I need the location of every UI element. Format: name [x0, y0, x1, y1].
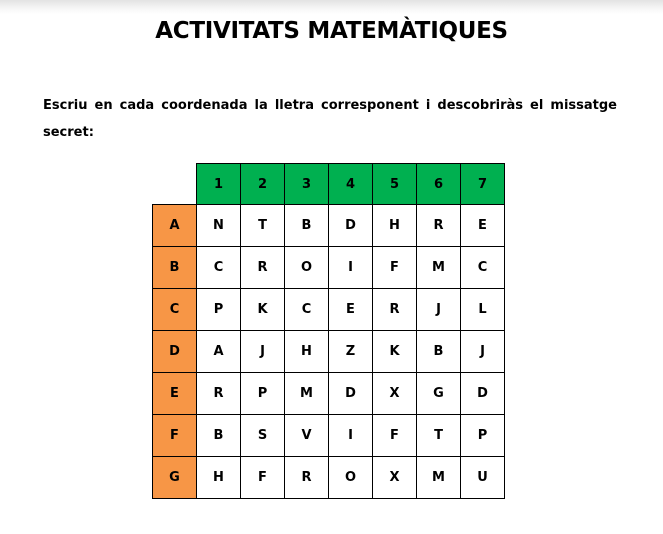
grid-cell-B2: R [241, 247, 285, 289]
row-header-G: G [153, 457, 197, 499]
grid-row-G [153, 457, 505, 499]
grid-cell-G2: F [241, 457, 285, 499]
grid-cell-C2: K [241, 289, 285, 331]
grid-cell-F1: B [197, 415, 241, 457]
grid-cell-E2: P [241, 373, 285, 415]
column-header-4: 4 [329, 164, 373, 205]
grid-row-B [153, 247, 505, 289]
grid-cell-D6: B [417, 331, 461, 373]
column-header-7: 7 [461, 164, 505, 205]
column-header-6: 6 [417, 164, 461, 205]
grid-cell-E6: G [417, 373, 461, 415]
coordinate-grid [152, 163, 505, 499]
grid-cell-G3: R [285, 457, 329, 499]
grid-cell-F7: P [461, 415, 505, 457]
grid-cell-A7: E [461, 205, 505, 247]
grid-row-E [153, 373, 505, 415]
grid-row-D [153, 331, 505, 373]
grid-cell-D1: A [197, 331, 241, 373]
row-header-A: A [153, 205, 197, 247]
grid-cell-E1: R [197, 373, 241, 415]
grid-cell-B1: C [197, 247, 241, 289]
grid-cell-A6: R [417, 205, 461, 247]
grid-cell-E7: D [461, 373, 505, 415]
grid-row-A [153, 205, 505, 247]
row-header-D: D [153, 331, 197, 373]
grid-cell-B4: I [329, 247, 373, 289]
column-header-5: 5 [373, 164, 417, 205]
grid-cell-D7: J [461, 331, 505, 373]
grid-cell-C1: P [197, 289, 241, 331]
grid-cell-E3: M [285, 373, 329, 415]
grid-row-F [153, 415, 505, 457]
grid-cell-E4: D [329, 373, 373, 415]
grid-cell-G1: H [197, 457, 241, 499]
column-header-2: 2 [241, 164, 285, 205]
row-header-C: C [153, 289, 197, 331]
grid-cell-C6: J [417, 289, 461, 331]
grid-cell-G4: O [329, 457, 373, 499]
row-header-E: E [153, 373, 197, 415]
instruction-text: Escriu en cada coordenada la lletra corresponent i descobriràs el missatge secret: [43, 98, 617, 140]
grid-row-C [153, 289, 505, 331]
grid-header-row [153, 164, 505, 205]
grid-cell-F6: T [417, 415, 461, 457]
grid-cell-B7: C [461, 247, 505, 289]
grid-cell-B6: M [417, 247, 461, 289]
grid-cell-E5: X [373, 373, 417, 415]
row-header-F: F [153, 415, 197, 457]
grid-cell-G6: M [417, 457, 461, 499]
grid-cell-G7: U [461, 457, 505, 499]
grid-cell-C5: R [373, 289, 417, 331]
grid-cell-D3: H [285, 331, 329, 373]
page-title: ACTIVITATS MATEMÀTIQUES [155, 18, 508, 44]
row-header-B: B [153, 247, 197, 289]
grid-cell-F3: V [285, 415, 329, 457]
grid-cell-D5: K [373, 331, 417, 373]
grid-cell-C4: E [329, 289, 373, 331]
grid-cell-G5: X [373, 457, 417, 499]
grid-cell-F5: F [373, 415, 417, 457]
grid-cell-D4: Z [329, 331, 373, 373]
grid-cell-B5: F [373, 247, 417, 289]
grid-cell-A3: B [285, 205, 329, 247]
grid-cell-A1: N [197, 205, 241, 247]
grid-cell-B3: O [285, 247, 329, 289]
grid-cell-A5: H [373, 205, 417, 247]
column-header-3: 3 [285, 164, 329, 205]
grid-corner [153, 164, 197, 205]
top-shade [0, 0, 663, 14]
grid-cell-F4: I [329, 415, 373, 457]
grid-cell-A2: T [241, 205, 285, 247]
grid-cell-F2: S [241, 415, 285, 457]
grid-cell-C3: C [285, 289, 329, 331]
grid-cell-D2: J [241, 331, 285, 373]
grid-cell-C7: L [461, 289, 505, 331]
column-header-1: 1 [197, 164, 241, 205]
grid-cell-A4: D [329, 205, 373, 247]
